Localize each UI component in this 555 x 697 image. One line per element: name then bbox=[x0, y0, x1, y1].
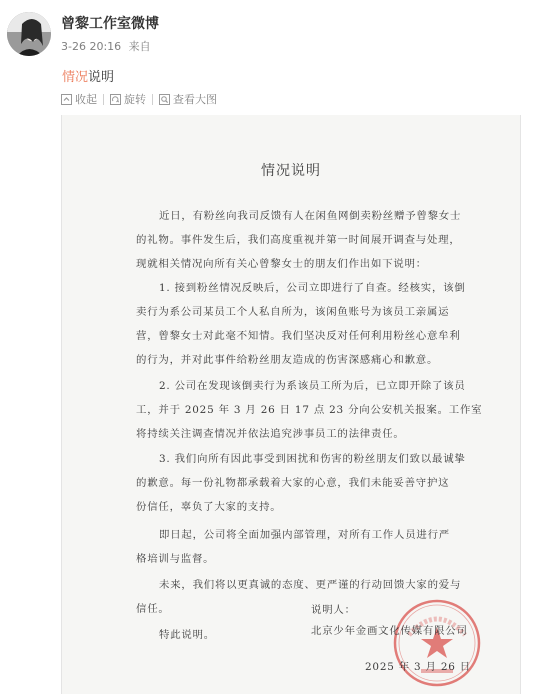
rotate-icon bbox=[110, 94, 121, 105]
post-body: 说明 bbox=[88, 70, 115, 85]
collapse-icon bbox=[61, 94, 72, 105]
rotate-button[interactable] bbox=[110, 91, 146, 107]
post-meta bbox=[61, 38, 155, 54]
view-large-button[interactable] bbox=[159, 91, 217, 107]
document-line: 将持续关注调查情况并依法追究涉事员工的法律责任。 bbox=[136, 428, 405, 440]
post-source: 来自 bbox=[128, 40, 151, 53]
signer-label: 说明人： bbox=[311, 604, 356, 616]
document-line: 即日起，公司将全面加强内部管理，对所有工作人员进行严 bbox=[159, 529, 450, 541]
collapse-button[interactable] bbox=[61, 91, 97, 107]
topic-link[interactable]: 情况 bbox=[62, 70, 89, 85]
company-name: 北京少年金画文化传媒有限公司 bbox=[311, 625, 468, 637]
document-line: 2. 公司在发现该倒卖行为系该员工所为后，已立即开除了该员 bbox=[159, 380, 466, 392]
post-time[interactable]: 3-26 20:16 bbox=[61, 40, 122, 53]
document-line: 格培训与监督。 bbox=[136, 553, 215, 565]
collapse-label: 收起 bbox=[75, 93, 97, 106]
toolbar-divider bbox=[103, 94, 104, 105]
document-line: 现就相关情况向所有关心曾黎女士的朋友们作出如下说明： bbox=[136, 258, 427, 270]
company-seal bbox=[391, 597, 483, 689]
document-line: 未来，我们将以更真诚的态度、更严谨的行动回馈大家的爱与 bbox=[159, 579, 462, 591]
post-text bbox=[62, 66, 114, 85]
view-large-label: 查看大图 bbox=[173, 93, 217, 106]
statement-image[interactable] bbox=[61, 115, 521, 694]
rotate-label: 旋转 bbox=[124, 93, 146, 106]
avatar[interactable] bbox=[7, 12, 51, 56]
document-line: 卖行为系公司某员工个人私自所为，该闲鱼账号为该员工亲属运 bbox=[136, 306, 450, 318]
magnify-icon bbox=[159, 94, 170, 105]
document-line: 信任。 bbox=[136, 603, 170, 615]
post-header bbox=[0, 0, 555, 60]
image-toolbar bbox=[61, 90, 223, 108]
document-line: 份信任，辜负了大家的支持。 bbox=[136, 501, 282, 513]
document-line: 的歉意。每一份礼物都承载着大家的心意，我们未能妥善守护这 bbox=[136, 477, 450, 489]
toolbar-divider bbox=[152, 94, 153, 105]
document-line: 的行为，并对此事件给粉丝朋友造成的伤害深感痛心和歉意。 bbox=[136, 354, 439, 366]
document-line: 营，曾黎女士对此毫不知情。我们坚决反对任何利用粉丝心意牟利 bbox=[136, 330, 461, 342]
document-line: 近日，有粉丝向我司反馈有人在闲鱼网倒卖粉丝赠予曾黎女士 bbox=[159, 210, 462, 222]
document-line: 3. 我们向所有因此事受到困扰和伤害的粉丝朋友们致以最诚挚 bbox=[159, 453, 466, 465]
document-line: 特此说明。 bbox=[159, 629, 215, 641]
document-line: 1. 接到粉丝情况反映后，公司立即进行了自查。经核实，该倒 bbox=[159, 282, 466, 294]
document-line: 的礼物。事件发生后，我们高度重视并第一时间展开调查与处理， bbox=[136, 234, 461, 246]
document-date: 2025 年 3 月 26 日 bbox=[365, 661, 471, 673]
document-line: 工，并于 2025 年 3 月 26 日 17 点 23 分向公安机关报案。工作室 bbox=[136, 404, 483, 416]
document-title: 情况说明 bbox=[261, 163, 321, 179]
username[interactable]: 曾黎工作室微博 bbox=[61, 16, 159, 32]
